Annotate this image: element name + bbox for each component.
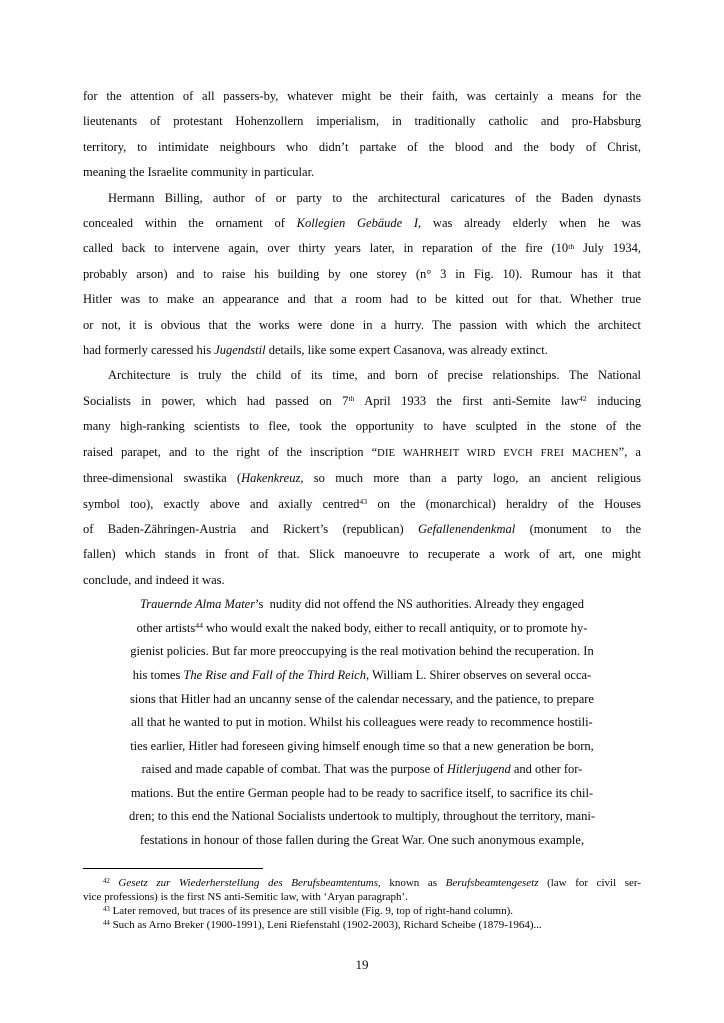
footnote-42 (83, 876, 641, 904)
footnote-line: vice professions) is the first NS anti-Semitic law, with ‘Aryan paragraph’. (83, 891, 408, 903)
text-line: fallen) which stands in front of that. Slick manoeuvre to recuperate a work of art, one might (83, 547, 641, 562)
text-line: Hermann Billing, author of or party to the architectural caricatures of the Baden dynasts (108, 190, 641, 205)
text-line: concealed within the ornament of Kollegien Gebäude I, was already elderly when he was (83, 216, 641, 231)
text-line: had formerly caressed his Jugendstil details, like some expert Casanova, was already extinct. (83, 343, 548, 358)
paragraph-1 (83, 84, 641, 186)
text-line: territory, to intimidate neighbours who didn’t partake of the blood and the body of Christ, (83, 139, 641, 154)
footnote-line: $^{43}$ Later removed, but traces of its presence are still visible (Fig. 9, top of right-hand column). (103, 905, 514, 917)
text-line: gienist policies. But far more preoccupying is the real motivation behind the recuperation. In (130, 644, 594, 659)
text-line: festations in honour of those fallen during the Great War. One such anonymous example, (139, 833, 585, 848)
text-line: many high-ranking scientists to flee, took the opportunity to have sculpted in the stone of the (83, 419, 641, 434)
footnote-list (83, 876, 641, 932)
text-line: symbol too), exactly above and axially centred$^{43}$ on the (monarchical) heraldry of the Houses (83, 496, 641, 511)
text-line: all that he wanted to put in motion. Whilst his colleagues were ready to recommence hostili- (131, 715, 593, 730)
footnote-line: $^{44}$ Such as Arno Breker (1900-1991), Leni Riefenstahl (1902-2003), Richard Scheibe (1879-1964)... (103, 919, 542, 931)
text-line: probably arson) and to raise his building by one storey (n° 3 in Fig. 10). Rumour has it that (83, 266, 641, 281)
footnote-44 (83, 918, 641, 932)
text-line: other artists$^{44}$ who would exalt the naked body, either to recall antiquity, or to promote hy- (136, 620, 588, 635)
text-line: lieutenants of protestant Hohenzollern imperialism, in traditionally catholic and pro-Habsburg (83, 114, 641, 129)
text-line: raised parapet, and to the right of the inscription “DIE WAHRHEIT WIRD EVCH FREI MACHEN”, a (83, 444, 641, 459)
paragraph-3 (83, 363, 641, 593)
paragraph-2 (83, 186, 641, 364)
text-line: raised and made capable of combat. That was the purpose of Hitlerjugend and other for- (141, 762, 583, 777)
text-line: Hitler was to make an appearance and that a room had to be kitted out for that. Whether true (83, 292, 641, 307)
text-line: ties earlier, Hitler had foreseen giving himself enough time so that a new generation be born, (130, 738, 594, 753)
text-line: his tomes The Rise and Fall of the Third Reich, William L. Shirer observes on several occa- (132, 667, 592, 682)
text-line: for the attention of all passers-by, whatever might be their faith, was certainly a means for the (83, 89, 641, 103)
text-line: called back to intervene again, over thirty years later, in reparation of the fire (10th July 1934, (83, 241, 642, 256)
text-line: dren; to this end the National Socialists undertook to multiply, throughout the territory, mani- (128, 809, 595, 824)
text-line: sions that Hitler had an uncanny sense of the calendar necessary, and the patience, to prepare (130, 691, 594, 706)
text-line: three-dimensional swastika (Hakenkreuz, so much more than a party logo, an ancient religious (83, 471, 641, 486)
body-text (83, 84, 641, 853)
paragraph-4 (83, 593, 641, 853)
text-line: meaning the Israelite community in particular. (83, 165, 315, 180)
text-line: Trauernde Alma Mater’s nudity did not offend the NS authorities. Already they engaged (140, 597, 584, 612)
text-line: conclude, and indeed it was. (83, 572, 225, 587)
footnote-line: $^{42}$ Gesetz zur Wiederherstellung des Berufsbeamtentums, known as Berufsbeamtengesetz (law for civil ser- (103, 877, 641, 889)
text-line: or not, it is obvious that the works were done in a hurry. The passion with which the architect (83, 317, 641, 332)
page-number: 19 (355, 957, 369, 972)
footnote-separator (83, 868, 263, 869)
text-line: Socialists in power, which had passed on 7th April 1933 the first anti-Semite law$^{42}$ inducing (83, 393, 641, 408)
footnote-marker: 42 (103, 877, 110, 885)
text-line: Architecture is truly the child of its time, and born of precise relationships. The National (108, 368, 641, 383)
text-line: of Baden-Zähringen-Austria and Rickert’s (republican) Gefallenendenkmal (monument to the (83, 521, 642, 536)
footnote-marker: 44 (103, 919, 110, 927)
text-line: mations. But the entire German people had to be ready to sacrifice itself, to sacrifice its chil- (130, 785, 594, 800)
footnote-marker: 43 (103, 905, 110, 913)
footnotes (83, 868, 641, 932)
footnote-43 (83, 904, 641, 918)
